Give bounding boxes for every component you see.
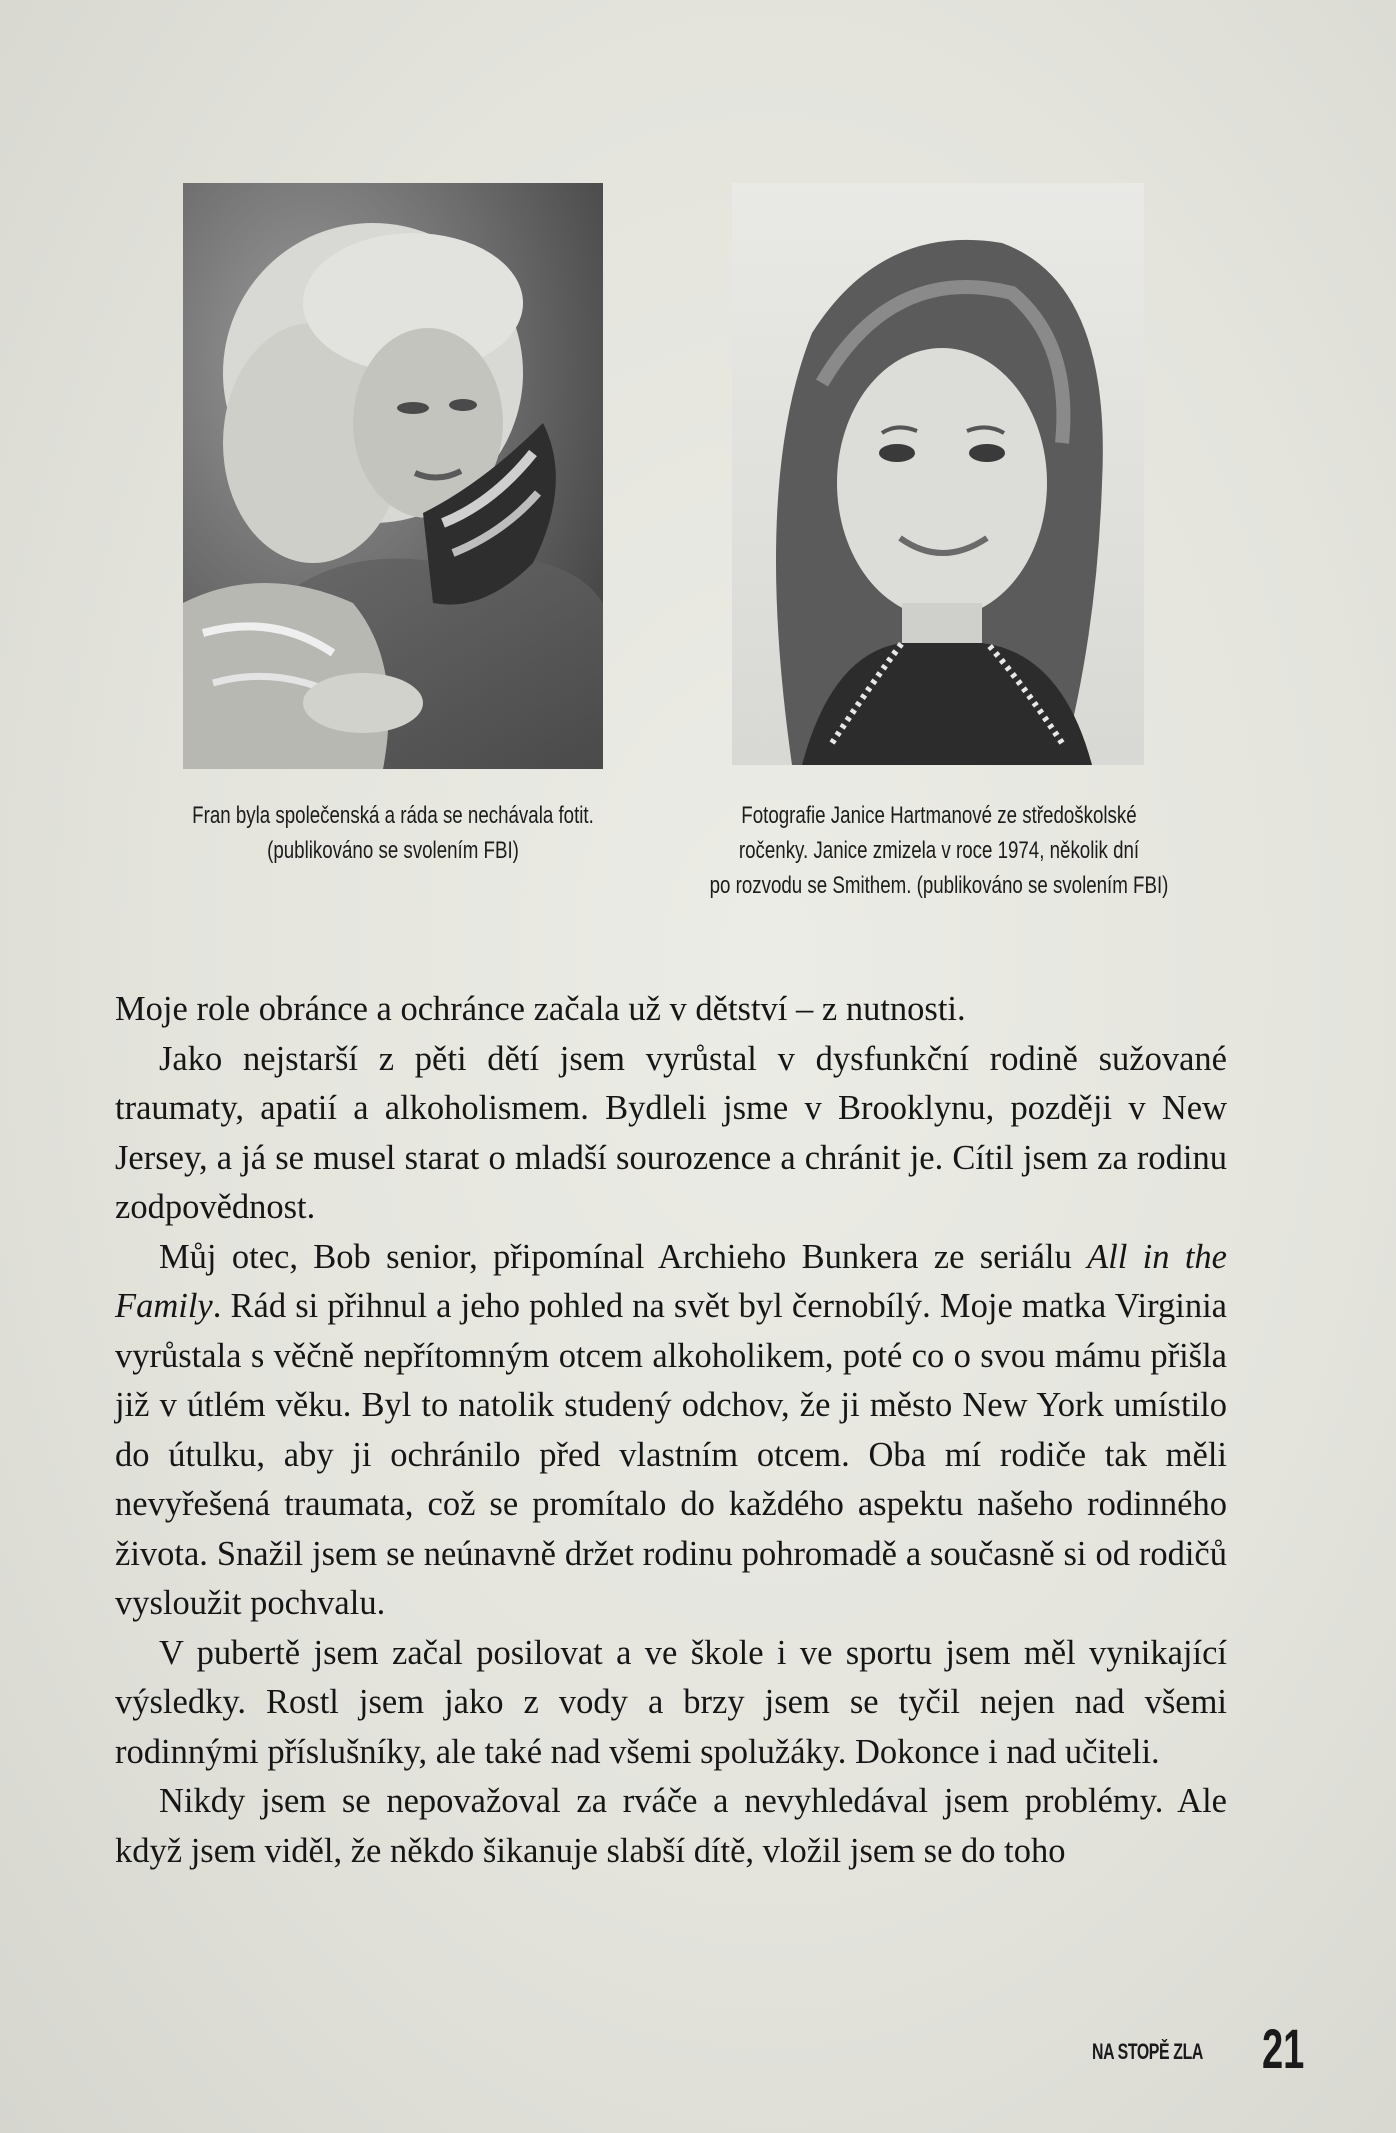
paragraph: Moje role obránce a ochránce začala už v dětství – z nutnosti. [115,990,966,1028]
yearbook-portrait-illustration [732,183,1144,765]
portrait-photo-illustration [183,183,603,769]
paragraph: V pubertě jsem začal posilovat a ve škole i ve sportu jsem měl vynikající výsledky. Rostl jsem jako z vody a brzy jsem se tyčil nejen nad všemi rodinnými příslušníky, ale také nad všemi spolužáky. Dokonce i nad učiteli. [115,1633,1227,1771]
paragraph-text: . Rád si přihnul a jeho pohled na svět byl černobílý. Moje matka Virginia vyrůstala s věčně nepřítomným otcem alkoholikem, poté co o svou mámu přišla již v útlém věku. Byl to natolik studený odchov, že ji město New York umístilo do útulku, aby ji ochránilo před vlastním otcem. Oba mí rodiče tak měli nevyřešená traumata, což se promítalo do každého aspektu našeho rodinného života. Snažil jsem se neúnavně držet rodinu pohromadě a současně si od rodičů vysloužit pochvalu. [115,1287,1227,1622]
caption-left-line: (publikováno se svolením FBI) [267,837,519,864]
yearbook-portrait-photo [732,183,1144,765]
paragraph: Jako nejstarší z pěti dětí jsem vyrůstal v dysfunkční rodině sužované traumaty, apatií a alkoholismem. Bydleli jsme v Brooklynu, později v New Jersey, a já se musel starat o mladší sourozence a chránit je. Cítil jsem za rodinu zodpovědnost. [115,1039,1227,1226]
caption-right-line: po rozvodu se Smithem. (publikováno se svolením FBI) [709,872,1169,899]
portrait-photo [183,183,603,769]
paragraph [115,1233,1227,1629]
caption-right [689,798,1188,903]
caption-left [159,798,627,868]
caption-left-line: Fran byla společenská a ráda se nechávala fotit. [192,802,594,829]
page-number: 21 [1262,2017,1305,2080]
caption-right-line: Fotografie Janice Hartmanové ze středoškolské [741,802,1137,829]
show-title: All in the Family [115,1237,1227,1325]
running-title: NA STOPĚ ZLA [1092,2039,1203,2064]
caption-right-line: ročenky. Janice zmizela v roce 1974, několik dní [738,837,1140,864]
paragraph: Nikdy jsem se nepovažoval za rváče a nevyhledával jsem problémy. Ale když jsem viděl, že někdo šikanuje slabší dítě, vložil jsem se do toho [115,1782,1227,1870]
paragraph-text: Můj otec, Bob senior, připomínal Archieho Bunkera ze seriálu [159,1237,1088,1276]
body-text [115,985,1227,1876]
